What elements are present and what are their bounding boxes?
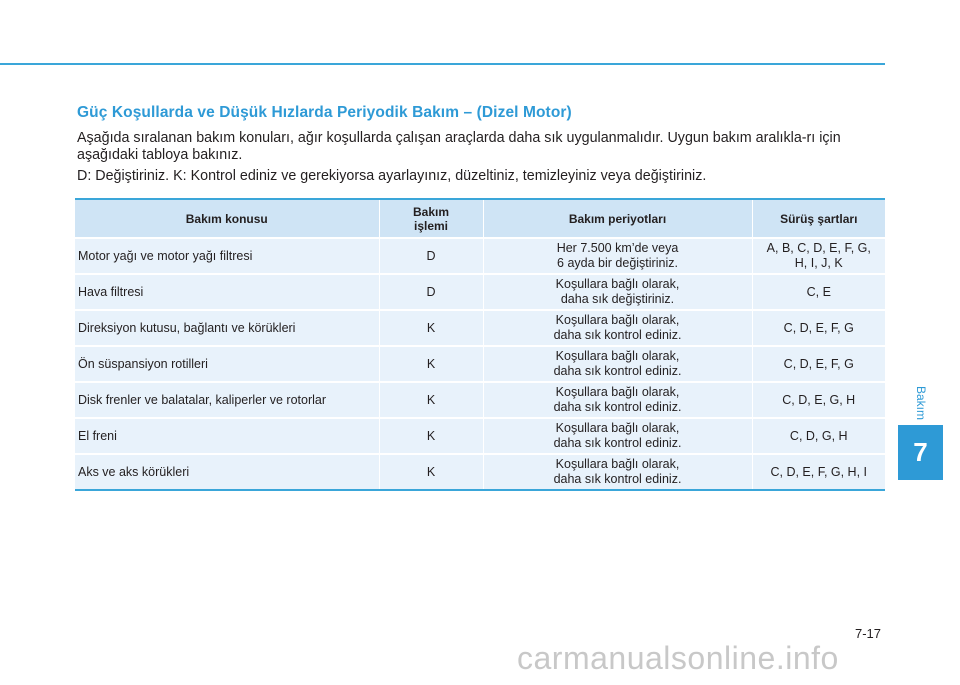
row-period-line2: daha sık kontrol ediniz.	[553, 400, 682, 414]
maintenance-table	[75, 198, 885, 491]
row-operation: K	[379, 454, 483, 490]
row-conditions-line1: A, B, C, D, E, F, G,	[766, 241, 871, 255]
row-period-line2: daha sık kontrol ediniz.	[553, 472, 682, 486]
header-operation-line1: Bakım	[412, 204, 450, 219]
row-item: Disk frenler ve balatalar, kaliperler ve rotorlar	[78, 392, 327, 407]
row-conditions: C, D, E, F, G	[752, 310, 885, 346]
table-row	[75, 274, 885, 310]
table-row	[75, 382, 885, 418]
table-row	[75, 310, 885, 346]
page-number: 7-17	[855, 626, 882, 641]
chapter-tab: 7	[898, 425, 943, 480]
watermark: carmanualsonline.info	[517, 640, 839, 676]
row-conditions: C, D, E, F, G	[752, 346, 885, 382]
row-item: Direksiyon kutusu, bağlantı ve körükleri	[78, 320, 296, 335]
row-operation: D	[379, 238, 483, 274]
row-period-line2: daha sık kontrol ediniz.	[553, 328, 682, 342]
table-row	[75, 454, 885, 490]
row-period	[483, 454, 752, 490]
row-period	[483, 382, 752, 418]
row-period-line1: Koşullara bağlı olarak,	[555, 457, 680, 471]
header-item: Bakım konusu	[185, 211, 268, 226]
section-title: Güç Koşullarda ve Düşük Hızlarda Periyodik Bakım – (Dizel Motor)	[77, 104, 572, 121]
chapter-label: Bakım	[914, 385, 928, 420]
row-period-line2: daha sık kontrol ediniz.	[553, 364, 682, 378]
row-period	[483, 346, 752, 382]
row-period	[483, 418, 752, 454]
row-item: El freni	[78, 428, 117, 443]
table-row	[75, 238, 885, 274]
row-conditions	[752, 238, 885, 274]
header-period: Bakım periyotları	[483, 199, 752, 238]
table-row	[75, 418, 885, 454]
intro-paragraph: Aşağıda sıralanan bakım konuları, ağır koşullarda çalışan araçlarda daha sık uygulanmalıdır. Uygun bakım aralıkla-rı için aşağıdaki tabloya bakınız.	[77, 130, 841, 163]
table-header-row	[75, 199, 885, 238]
row-period	[483, 310, 752, 346]
header-operation-line2: işlemi	[413, 218, 449, 233]
row-operation: K	[379, 382, 483, 418]
row-item: Hava filtresi	[78, 284, 144, 299]
row-period-line1: Koşullara bağlı olarak,	[555, 385, 680, 399]
row-item: Aks ve aks körükleri	[78, 464, 190, 479]
legend-paragraph: D: Değiştiriniz. K: Kontrol ediniz ve gerekiyorsa ayarlayınız, düzeltiniz, temizleyiniz veya değiştiriniz.	[77, 168, 707, 184]
row-item: Motor yağı ve motor yağı filtresi	[78, 248, 253, 263]
row-period-line2: 6 ayda bir değiştiriniz.	[557, 256, 678, 270]
row-period-line2: daha sık kontrol ediniz.	[553, 436, 682, 450]
row-operation: K	[379, 418, 483, 454]
row-conditions: C, E	[752, 274, 885, 310]
row-period	[483, 274, 752, 310]
row-period-line1: Her 7.500 km’de veya	[556, 241, 679, 255]
row-item: Ön süspansiyon rotilleri	[78, 356, 208, 371]
table-row	[75, 346, 885, 382]
row-period-line1: Koşullara bağlı olarak,	[555, 277, 680, 291]
row-period-line1: Koşullara bağlı olarak,	[555, 421, 680, 435]
row-conditions: C, D, E, F, G, H, I	[752, 454, 885, 490]
row-operation: K	[379, 346, 483, 382]
row-conditions: C, D, G, H	[752, 418, 885, 454]
row-period	[483, 238, 752, 274]
header-operation	[379, 199, 483, 238]
row-operation: D	[379, 274, 483, 310]
top-rule	[0, 63, 885, 65]
row-operation: K	[379, 310, 483, 346]
row-period-line2: daha sık değiştiriniz.	[560, 292, 675, 306]
header-conditions: Sürüş şartları	[752, 199, 885, 238]
row-conditions: C, D, E, G, H	[752, 382, 885, 418]
row-period-line1: Koşullara bağlı olarak,	[555, 349, 680, 363]
row-period-line1: Koşullara bağlı olarak,	[555, 313, 680, 327]
row-conditions-line2: H, I, J, K	[794, 256, 843, 270]
